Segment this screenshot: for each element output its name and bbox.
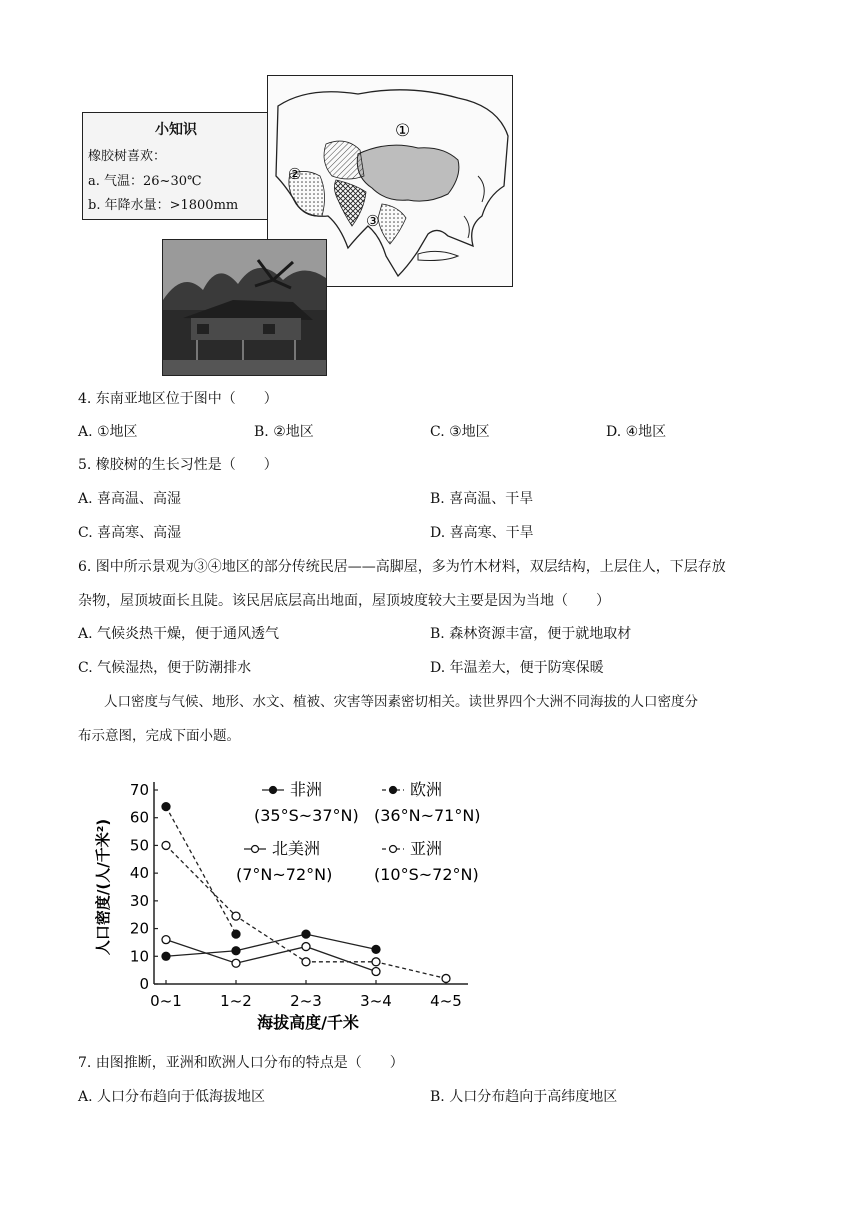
data-point [232, 959, 240, 967]
data-point [232, 947, 240, 955]
map-label-2: ② [288, 165, 302, 183]
knowledge-box [82, 112, 270, 220]
chart-legend [236, 780, 481, 884]
question-5-option-b[interactable]: B. 喜高温、干旱 [430, 491, 534, 507]
knowledge-box-title: 小知识 [155, 122, 197, 138]
knowledge-line-3: b. 年降水量：>1800mm [88, 198, 239, 213]
y-tick-label: 50 [129, 836, 149, 855]
question-6-option-c[interactable]: C. 气候湿热，便于防潮排水 [78, 660, 252, 676]
data-point [232, 930, 240, 938]
data-point [302, 943, 310, 951]
legend-series-range: (10°S~72°N) [374, 865, 479, 884]
question-7-option-b[interactable]: B. 人口分布趋向于高纬度地区 [430, 1089, 618, 1105]
legend-series-name: 北美洲 [272, 839, 321, 858]
stilt-house-photo [162, 239, 327, 376]
series-line-0 [166, 934, 376, 956]
data-point [372, 945, 380, 953]
y-tick-label: 0 [139, 975, 149, 993]
data-point [162, 803, 170, 811]
chart-svg [72, 760, 512, 1040]
intro-line-1: 人口密度与气候、地形、水文、植被、灾害等因素密切相关。读世界四个大洲不同海拔的人口密度分 [104, 694, 698, 710]
map-label-1: ① [395, 121, 411, 141]
chart-series [162, 803, 450, 983]
data-point [162, 841, 170, 849]
question-6-option-a[interactable]: A. 气候炎热干燥，便于通风透气 [78, 626, 280, 642]
y-tick-label: 20 [129, 919, 149, 938]
question-6-option-b[interactable]: B. 森林资源丰富，便于就地取材 [430, 626, 632, 642]
data-point [162, 952, 170, 960]
series-line-1 [166, 807, 236, 934]
question-6-stem-line-2: 杂物，屋顶坡面长且陡。该民居底层高出地面，屋顶坡度较大主要是因为当地（ ） [78, 593, 610, 609]
question-4-option-c[interactable]: C. ③地区 [430, 424, 490, 440]
y-axis-label: 人口密度/(人/千米²) [94, 818, 112, 956]
y-tick-label: 40 [129, 864, 149, 883]
legend-marker [390, 846, 397, 853]
question-5-option-d[interactable]: D. 喜高寒、干旱 [430, 525, 534, 541]
question-5-option-a[interactable]: A. 喜高温、高湿 [78, 491, 182, 507]
x-tick-label: 4~5 [430, 992, 462, 1010]
x-axis-label: 海拔高度/千米 [257, 1013, 359, 1032]
data-point [372, 958, 380, 966]
population-density-chart [72, 760, 512, 1040]
x-tick-label: 2~3 [290, 992, 322, 1010]
legend-marker [252, 846, 259, 853]
data-point [372, 968, 380, 976]
question-4-option-d[interactable]: D. ④地区 [606, 424, 667, 440]
question-5-option-c[interactable]: C. 喜高寒、高湿 [78, 525, 182, 541]
x-tick-label: 1~2 [220, 992, 252, 1010]
legend-marker [270, 787, 277, 794]
knowledge-line-1: 橡胶树喜欢： [88, 149, 167, 164]
data-point [162, 936, 170, 944]
question-6-stem-line-1: 6. 图中所示景观为③④地区的部分传统民居——高脚屋，多为竹木材料，双层结构，上层住人，下层存放 [78, 559, 726, 575]
question-7-stem: 7. 由图推断，亚洲和欧洲人口分布的特点是（ ） [78, 1055, 404, 1071]
data-point [232, 912, 240, 920]
knowledge-line-2: a. 气温：26~30℃ [88, 174, 202, 189]
question-6-option-d[interactable]: D. 年温差大，便于防寒保暖 [430, 660, 604, 676]
map-label-3: ③ [366, 212, 380, 230]
y-tick-label: 60 [129, 808, 149, 827]
y-tick-label: 30 [129, 891, 149, 910]
legend-series-name: 欧洲 [410, 780, 443, 799]
x-tick-label: 3~4 [360, 992, 392, 1010]
data-point [302, 930, 310, 938]
question-4-option-b[interactable]: B. ②地区 [254, 424, 314, 440]
intro-line-2: 布示意图，完成下面小题。 [78, 728, 240, 744]
question-4-option-a[interactable]: A. ①地区 [78, 424, 138, 440]
legend-series-name: 亚洲 [410, 839, 443, 858]
legend-series-range: (7°N~72°N) [236, 865, 333, 884]
legend-series-range: (35°S~37°N) [254, 806, 359, 825]
series-line-2 [166, 940, 376, 972]
legend-series-name: 非洲 [290, 780, 323, 799]
y-tick-label: 70 [129, 781, 149, 799]
stilt-house-drawing [163, 240, 326, 375]
question-7-option-a[interactable]: A. 人口分布趋向于低海拔地区 [78, 1089, 266, 1105]
question-5-stem: 5. 橡胶树的生长习性是（ ） [78, 457, 278, 473]
x-tick-label: 0~1 [150, 992, 182, 1010]
data-point [302, 958, 310, 966]
legend-series-range: (36°N~71°N) [374, 806, 481, 825]
question-4-stem: 4. 东南亚地区位于图中（ ） [78, 391, 278, 407]
y-tick-label: 10 [129, 947, 149, 966]
data-point [442, 974, 450, 982]
legend-marker [390, 787, 397, 794]
